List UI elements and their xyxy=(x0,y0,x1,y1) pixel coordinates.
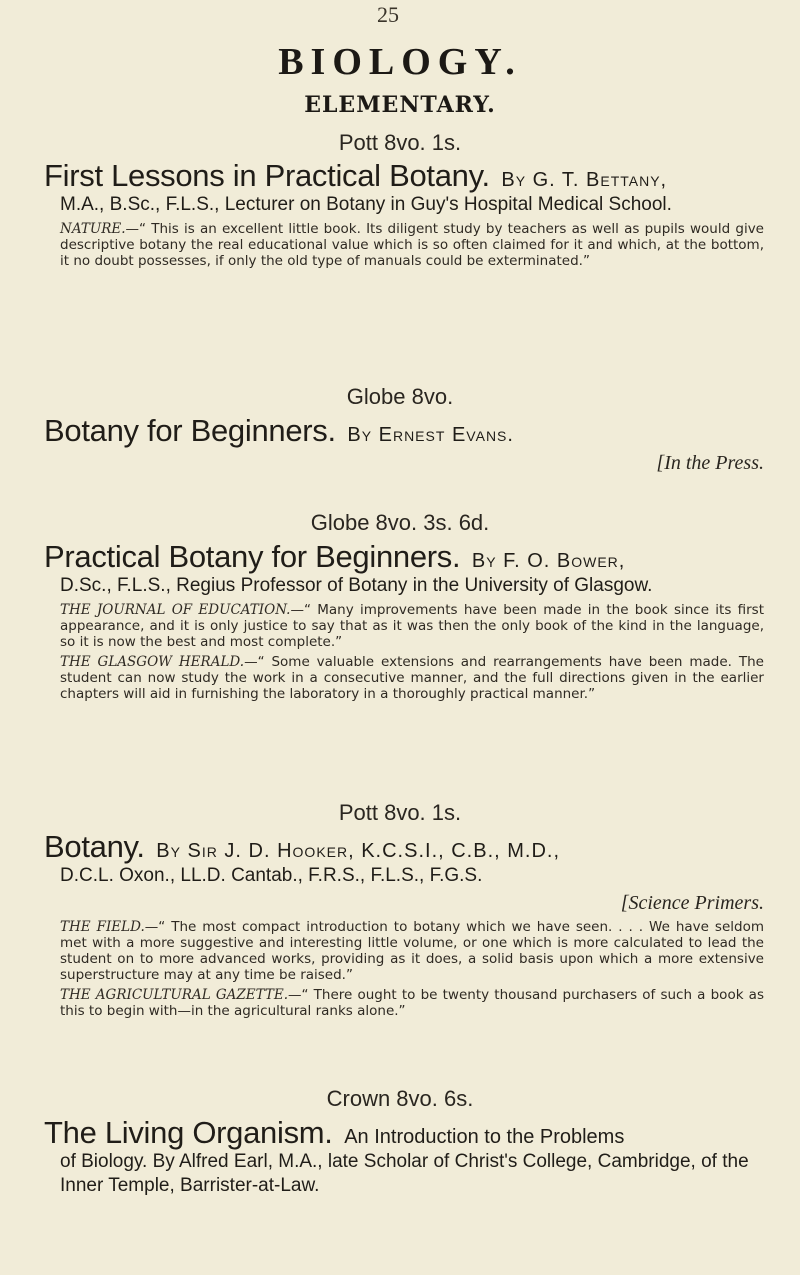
review-text: —“ The most compact introduction to botany which we have seen. . . . We have seldom met with a more suggestive and interesting little volume, or one which is more calculated to lead the student on to more advanced works, providing as it does, a solid basis upon which a more extensive superstructure may at any time be raised.” xyxy=(60,919,765,983)
book-entry xyxy=(44,158,764,269)
review-source: THE JOURNAL OF EDUCATION. xyxy=(60,602,291,618)
review-source: THE FIELD. xyxy=(60,919,145,935)
review-source: NATURE. xyxy=(60,221,126,237)
book-note: [Science Primers. xyxy=(620,892,764,914)
page-number: 25 xyxy=(377,2,399,27)
book-byline: By G. T. Bettany, xyxy=(501,169,668,191)
book-details: M.A., B.Sc., F.L.S., Lecturer on Botany in Guy's Hospital Medical School. xyxy=(60,194,672,215)
review-source: THE AGRICULTURAL GAZETTE. xyxy=(60,987,288,1003)
section-subheading: ELEMENTARY. xyxy=(304,92,496,118)
entry-format: Pott 8vo. 1s. xyxy=(338,800,462,825)
book-title: Botany for Beginners. xyxy=(44,413,336,448)
book-review xyxy=(44,919,764,983)
book-byline: By Sir J. D. Hooker, K.C.S.I., C.B., M.D., xyxy=(156,840,561,862)
book-entry xyxy=(44,539,764,702)
book-entry xyxy=(44,413,764,475)
entry-format: Crown 8vo. 6s. xyxy=(326,1086,474,1111)
book-details: D.C.L. Oxon., LL.D. Cantab., F.R.S., F.L.S., F.G.S. xyxy=(60,865,483,886)
book-details: of Biology. By Alfred Earl, M.A., late Scholar of Christ's College, Cambridge, of the Inner Temple, Barrister-at-Law. xyxy=(60,1151,749,1196)
entry-format: Globe 8vo. 3s. 6d. xyxy=(310,510,490,535)
book-review xyxy=(44,654,764,702)
book-note: [In the Press. xyxy=(656,452,764,474)
section-heading: BIOLOGY. xyxy=(278,41,522,83)
book-byline: An Introduction to the Problems xyxy=(344,1126,625,1148)
entry-format: Pott 8vo. 1s. xyxy=(338,130,462,155)
book-entry xyxy=(44,829,765,1019)
book-byline: By F. O. Bower, xyxy=(471,550,626,572)
book-byline: By Ernest Evans. xyxy=(347,424,514,446)
review-source: THE GLASGOW HERALD. xyxy=(60,654,245,670)
review-text: —“ Some valuable extensions and rearrangements have been made. The student can now study the work in a consecutive manner, and the full directions given in the earlier chapters will aid in furnishing the laboratory in a thoroughly practical manner.” xyxy=(60,654,764,702)
review-text: —“ Many improvements have been made in the book since its first appearance, and it is only justice to say that as it was then the only book of the kind in the language, so it is now the best and most complete.” xyxy=(60,602,764,650)
book-review xyxy=(44,987,764,1019)
review-text: —“ This is an excellent little book. Its diligent study by teachers as well as pupils would give descriptive botany the real educational value which is so often claimed for it and which, at the bottom, it no doubt possesses, if only the old type of manuals could be exterminated.” xyxy=(60,221,764,269)
book-title: Botany. xyxy=(44,829,145,864)
entry-format: Globe 8vo. xyxy=(346,384,454,409)
book-review xyxy=(44,602,764,650)
book-title: First Lessons in Practical Botany. xyxy=(44,158,490,193)
book-review xyxy=(44,221,764,269)
book-details: D.Sc., F.L.S., Regius Professor of Botany in the University of Glasgow. xyxy=(60,575,653,596)
book-entry xyxy=(44,1115,764,1198)
review-text: —“ There ought to be twenty thousand purchasers of such a book as this to begin with—in the agricultural ranks alone.” xyxy=(60,987,764,1019)
book-title: Practical Botany for Beginners. xyxy=(44,539,461,574)
book-title: The Living Organism. xyxy=(44,1115,333,1150)
